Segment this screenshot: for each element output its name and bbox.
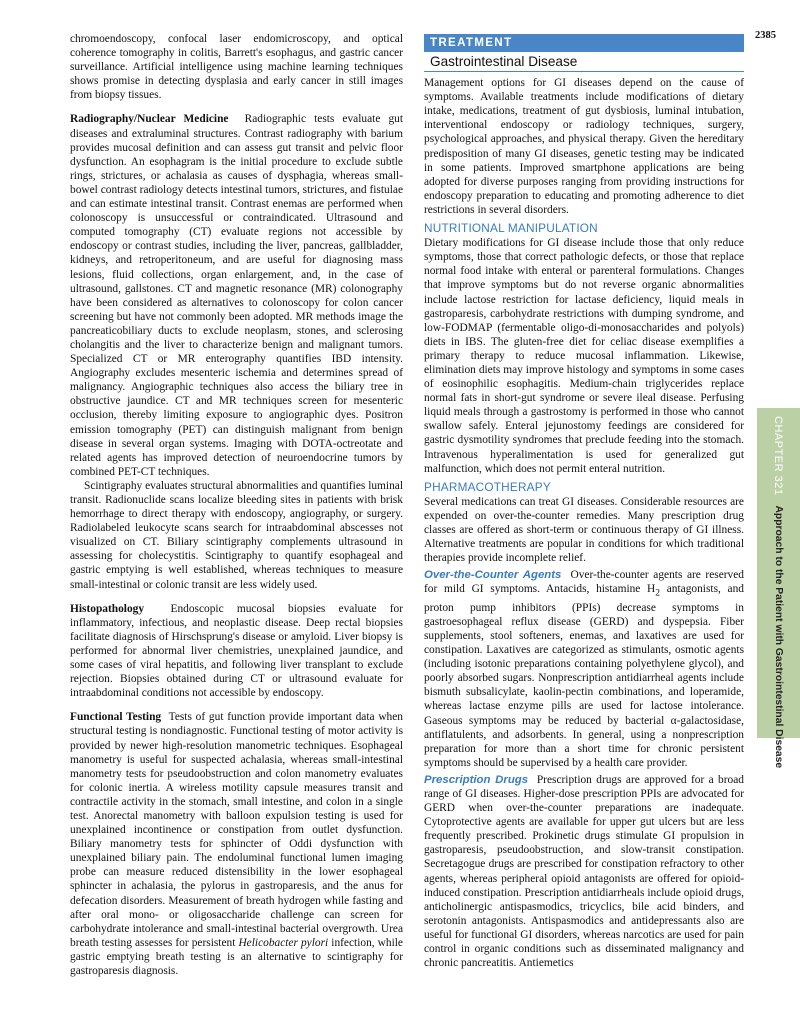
chapter-title: Approach to the Patient with Gastrointestinal Disease — [773, 505, 784, 769]
radiography-text: Radiographic tests evaluate gut diseases and extraluminal structures. Contrast radiography with barium provides mucosal definition and can assess gut transit and pelvic floor dysfunction. An esophagram is the initial procedure to exclude subtle rings, strictures, or achalasia as causes of dysphagia, whereas small-bowel contrast radiology detects intestinal tumors, strictures, and fistulae and can estimate intestinal transit. Contrast enemas are performed when colonoscopy is unsuccessful or contraindicated. Ultrasound and computed tomography (CT) evaluate regions not accessible by endoscopy or contrast studies, including the liver, pancreas, gallbladder, kidneys, and retroperitoneum, and are useful for diagnosing mass lesions, fluid collections, organ enlargement, and, in the case of ultrasound, gallstones. CT and magnetic resonance (MR) colonography have been considered as alternatives to colonoscopy for colon cancer screening but have not commonly been adopted. MR methods image the pancreaticobiliary ducts to exclude neoplasm, stones, and sclerosing cholangitis and the liver to characterize benign and malignant tumors. Specialized CT or MR enterography quantifies IBD intensity. Angiography excludes mesenteric ischemia and determines spread of malignancy. Angiographic techniques also access the biliary tree in obstructive jaundice. CT and MR techniques screen for mesenteric occlusion, thereby limiting exposure to angiographic dyes. Positron emission tomography (PET) can distinguish malignant from benign disease in several organ systems. Imaging with DOTA-octreotate and related agents has improved detection of neuroendocrine tumors by combined PET-CT techniques. — [70, 113, 404, 478]
otc-text-b: antagonists, and proton pump inhibitors (PPIs) decrease symptoms in gastroesophageal reflux disease (GERD) and dyspepsia. Fiber supplements, stool softeners, enemas, and laxatives are used for constipation. Laxatives are categorized as stimulants, osmotic agents (including isotonic preparations containing polyethylene glycol), and poorly absorbed sugars. Nonprescription antidiarrheal agents include bismuth subsalicylate, kaolin-pectin combinations, and loperamide, whereas lactase enzyme pills are used for lactose intolerance. Gaseous symptoms may be reduced by bacterial α-galactosidase, antiflatulents, and adsorbents. In general, using a nonprescription preparation for more than a short time for chronic persistent symptoms should be supervised by a health care provider. — [424, 583, 744, 769]
radiography-paragraph — [70, 112, 403, 478]
functional-text-a: Tests of gut function provide important data when structural testing is nondiagnostic. Functional testing of motor activity is provided by newer high-resolution manometric techniques. Esophageal manometry is useful for suspected achalasia, whereas small-intestinal manometry tests for pseudoobstruction and colon manometry evaluates for colonic inertia. A wireless motility capsule measures transit and contractile activity in the stomach, small intestine, and colon in a single test. Anorectal manometry with balloon expulsion testing is used for unexplained incontinence or constipation from outlet dysfunction. Biliary manometry tests for sphincter of Oddi dysfunction with unexplained biliary pain. The endoluminal functional lumen imaging probe can measure reduced distensibility in the lower esophageal sphincter in achalasia, the pylorus in gastroparesis, and the anus for defecation disorders. Measurement of breath hydrogen while fasting and after oral mono- or oligosaccharide challenge can screen for carbohydrate intolerance and small-intestinal bacterial overgrowth. Urea breath testing assesses for persistent — [70, 711, 403, 949]
otc-paragraph — [424, 568, 744, 770]
treatment-intro: Management options for GI diseases depend on the cause of symptoms. Available treatments include modifications of dietary intake, medications, treatment of gut dysbiosis, luminal intubation, interventional endoscopy or radiology techniques, surgery, psychological approaches, and physical therapy. Given the hereditary predisposition of many GI diseases, genetic testing may be indicated in some patients. Improved smartphone applications are being adopted for diverse purposes ranging from providing instructions for endoscopy preparation to educating and promoting adherence to diet restrictions in several disorders. — [424, 77, 744, 216]
pharmacotherapy-paragraph: Several medications can treat GI diseases. Considerable resources are expended on over-the-counter remedies. Many prescription drug classes are offered as short-term or continuous therapy of GI illness. Alternative treatments are popular in conditions for which traditional therapies provide incomplete relief. — [424, 495, 744, 565]
right-column — [424, 34, 744, 970]
pharmacotherapy-heading: PHARMACOTHERAPY — [424, 479, 551, 494]
functional-italic: Helicobacter pylori — [238, 936, 329, 949]
treatment-banner: TREATMENT — [424, 34, 744, 52]
intro-paragraph: chromoendoscopy, confocal laser endomicroscopy, and optical coherence tomography in colitis, Barrett's esophagus, and gastric cancer surveillance. Artificial intelligence using machine learning techniques shows promise in detecting dysplasia and early cancer in still images from biopsy tissues. — [70, 33, 403, 102]
left-column — [70, 32, 403, 978]
scintigraphy-paragraph: Scintigraphy evaluates structural abnormalities and quantifies luminal transit. Radionuclide scans localize bleeding sites in patients with brisk hemorrhage to direct therapy with endoscopy, angiography, or surgery. Radiolabeled leukocyte scans search for intraabdominal abscesses not visualized on CT. Biliary scintigraphy complements ultrasound in assessing for cholecystitis. Scintigraphy to quantify esophageal and gastric emptying is well established, whereas techniques to measure small-intestinal or colonic transit are less widely used. — [70, 479, 403, 591]
radiography-heading: Radiography/Nuclear Medicine — [70, 113, 229, 126]
histopathology-paragraph — [70, 602, 403, 701]
treatment-title: Gastrointestinal Disease — [424, 52, 744, 72]
histopathology-text: Endoscopic mucosal biopsies evaluate for inflammatory, infectious, and neoplastic disease. Deep rectal biopsies facilitate diagnosis of Hirschsprung's disease or amyloid. Liver biopsy is performed for abnormal liver chemistries, unexplained jaundice, and some cases of viral hepatitis, and following liver transplant to exclude rejection. Biopsies obtained during CT or ultrasound evaluate for intraabdominal conditions not accessible by endoscopy. — [70, 602, 403, 700]
nutrition-paragraph: Dietary modifications for GI disease include those that only reduce symptoms, those that correct pathologic defects, or those that replace normal food intake with enteral or parenteral formulations. Changes that improve symptoms but do not reverse organic abnormalities include lactose restriction for lactase deficiency, liquid meals in gastroparesis, carbohydrate restrictions with dumping syndrome, and low-FODMAP (fermentable oligo-di-monosaccharides and polyols) diets in IBS. The gluten-free diet for celiac disease exemplifies a primary therapy to reduce mucosal inflammation. Likewise, elimination diets may improve histology and symptoms in some cases of eosinophilic esophagitis. Medium-chain triglycerides replace normal fats in short-gut syndrome or severe ileal disease. Perfusing liquid meals through a gastrostomy is performed in those who cannot swallow safely. Enteral jejunostomy feedings are considered for gastric dysmotility syndromes that preclude feeding into the stomach. Intravenous hyperalimentation is used for generalized gut malfunction, which does not permit enteral nutrition. — [424, 237, 744, 475]
otc-subscript: 2 — [655, 588, 661, 599]
histopathology-heading: Histopathology — [70, 602, 145, 615]
prescription-text: Prescription drugs are approved for a broad range of GI diseases. Higher-dose prescription PPIs are advocated for GERD when over-the-counter preparations are inadequate. Cytoprotective agents are available for upper gut ulcers but are less frequently prescribed. Prokinetic drugs stimulate GI propulsion in gastroparesis, pseudoobstruction, and slow-transit constipation. Secretagogue drugs are prescribed for constipation refractory to other agents, whereas peripheral opioid antagonists are offered for opioid-induced constipation. Prescription antidiarrheals include opioid drugs, anticholinergic antispasmodics, tricyclics, bile acid binders, and serotonin antagonists. Antispasmodics and antidepressants also are useful for functional GI disorders, whereas narcotics are used for pain control in organic conditions such as disseminated malignancy and chronic pancreatitis. Antiemetics — [424, 773, 744, 970]
otc-heading: Over-the-Counter Agents — [424, 569, 562, 582]
chapter-number: CHAPTER 321 — [772, 416, 785, 496]
prescription-heading: Prescription Drugs — [424, 773, 529, 786]
functional-paragraph — [70, 710, 403, 978]
page-number: 2385 — [755, 30, 776, 41]
prescription-paragraph — [424, 773, 744, 970]
functional-heading: Functional Testing — [70, 711, 162, 724]
otc-text-a: Over-the-counter agents are reserved for mild GI symptoms. Antacids, histamine H — [424, 569, 744, 596]
chapter-side-label — [757, 408, 800, 769]
functional-text-b: infection, while gastric emptying breath testing is an alternative to scintigraphy for gastroparesis diagnosis. — [70, 936, 403, 977]
nutrition-heading: NUTRITIONAL MANIPULATION — [424, 221, 598, 236]
